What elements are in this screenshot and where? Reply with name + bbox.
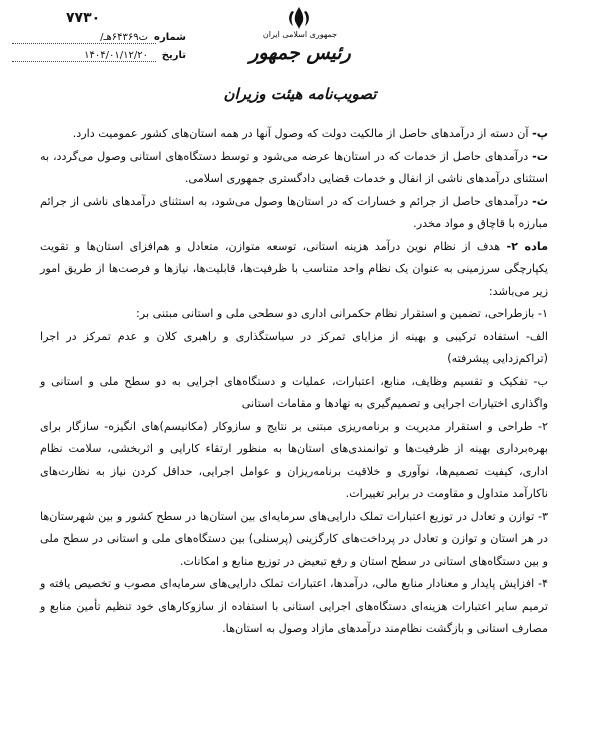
paragraph-t: [40, 146, 548, 191]
date-row: [6, 50, 186, 66]
item-4: ۴- افزایش پایدار و معنادار منابع مالی، درآمدها، اعتبارات تملک دارایی‌های سرمایه‌ای مصوب و تخصیص یافته و ترمیم سایر اعتبارات هزینه‌ای دستگاه‌های اجرایی استانی با استفاده از سازوکارهای خود تنظیم تأمین منابع و مصارف استانی و بازگشت نظام‌مند درآمدهای مازاد وصول به استان‌ها.: [40, 577, 548, 635]
paragraph-t-text: درآمدهای حاصل از خدمات که در استان‌ها عرضه می‌شود و توسط دستگاه‌های استانی وصول می‌گردد، به استثنای درآمدهای ناشی از انفال و خدمات قضایی دادگستری جمهوری اسلامی.: [40, 149, 548, 185]
number-row: [6, 32, 186, 48]
number-value: /ت۶۴۳۶۹هـ: [100, 32, 148, 43]
date-dotted-line: [12, 61, 156, 62]
paragraph-p-text: آن دسته از درآمدهای حاصل از مالکیت دولت که وصول آنها در همه استان‌های کشور عمومیت دارد.: [72, 127, 533, 140]
article-2-text: هدف از نظام نوین درآمد هزینه استانی، توسعه متوازن، متعادل و هم‌افزای استان‌ها و تقویت یکپارچگی سرزمینی به عنوان یک نظام واحد متناسب با ظرفیت‌ها، قابلیت‌ها، نیازها و فرصت‌ها از طریق امور زیر می‌باشد:: [40, 239, 548, 298]
paragraph-th: [40, 191, 548, 236]
paragraph-th-text: درآمدهای حاصل از جرائم و خسارات که در استان‌ها وصول می‌شود، به استثنای درآمدهای ناشی از جرائم مبارزه با قاچاق و مواد مخدر.: [40, 194, 548, 230]
cabinet-title: تصویب‌نامه هیئت وزیران: [223, 85, 377, 103]
document-body: [40, 123, 548, 641]
article-2-label: ماده ۲-: [506, 239, 548, 253]
item-1-alef: الف- استفاده ترکیبی و بهینه از مزایای تمرکز در سیاستگذاری و راهبری کلان و عدم تمرکز در اجرا (تراکم‌زدایی پیشرفته): [40, 329, 548, 365]
item-1-be: ب- تفکیک و تقسیم وظایف، منابع، اعتبارات، عملیات و دستگاه‌های اجرایی به دو سطح ملی و استانی و واگذاری اختیارات اجرایی و تصمیم‌گیری به نهادها و مقامات استانی: [40, 374, 548, 410]
date-label: تاریخ: [161, 50, 186, 61]
paragraph-p-label: پ-: [532, 127, 548, 140]
paragraph-t-label: ت-: [532, 149, 548, 163]
item-2: ۲- طراحی و استقرار مدیریت و برنامه‌ریزی مبتنی بر نتایج و سازوکار (مکانیسم)های انگیزه- سازگار برای بهره‌برداری بهینه از ظرفیت‌ها و توانمندی‌های استان‌ها به منظور ارتقاء کارایی و اثربخشی، سلامت نظام اداری، کیفیت تصمیم‌ها، نوآوری و خلاقیت برنامه‌ریزان و عوامل اجرایی، حداقل کردن نیاز به نظارت‌های ناکارآمد متداول و مقاومت در برابر تغییرات.: [40, 419, 548, 500]
number-label: شماره: [154, 32, 186, 43]
republic-title: جمهوری اسلامی ایران: [262, 30, 338, 39]
document-number: ۷۷۳۰: [66, 10, 101, 26]
number-dotted-line: [12, 43, 156, 44]
paragraph-p: [40, 123, 548, 146]
date-value: ۱۴۰۴/۰۱/۱۲/۲۰: [84, 50, 148, 61]
president-title: رئیس جمهور: [249, 42, 351, 64]
article-2: [40, 236, 548, 304]
emblem-icon: [286, 6, 312, 30]
item-3: ۳- توازن و تعادل در توزیع اعتبارات تملک دارایی‌های سرمایه‌ای بین استان‌ها در سطح کشور و بین شهرستان‌ها در هر استان و توازن و تعادل در پرداخت‌های کارگزینی (پرسنلی) بین دستگاه‌های ملی و استانی در سطح ملی و بین دستگاه‌های استانی در سطح استان و رفع تبعیض در توزیع منابع و امکانات.: [40, 509, 548, 568]
item-1: ۱- بازطراحی، تضمین و استقرار نظام حکمرانی اداری دو سطحی ملی و استانی مبتنی بر:: [136, 307, 548, 320]
paragraph-th-label: ث-: [532, 194, 548, 208]
